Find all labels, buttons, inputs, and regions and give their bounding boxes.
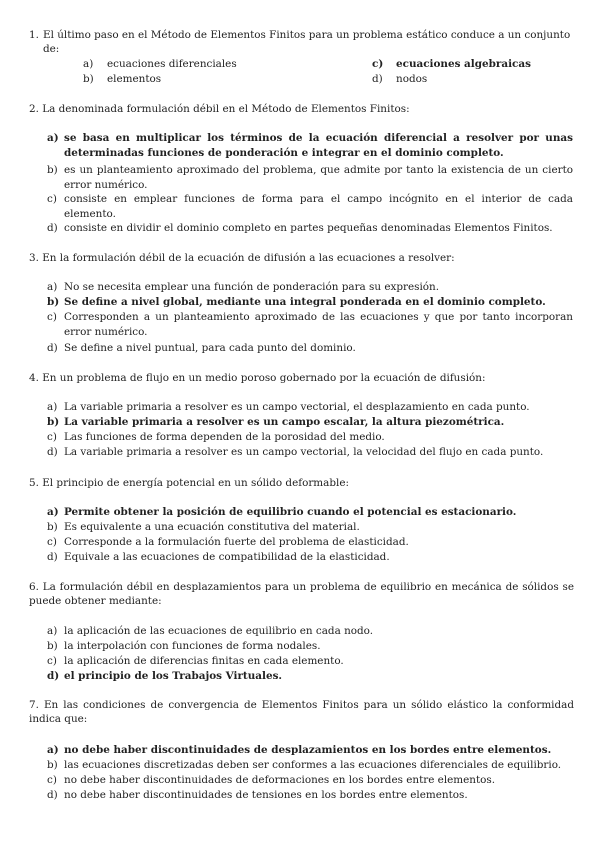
option-b: b) es un planteamiento aproximado del problema, que admite por tanto la existencia de un cierto error numérico.: [47, 164, 573, 191]
option-c: c) no debe haber discontinuidades de deformaciones en los bordes entre elementos.: [47, 774, 496, 786]
question-2-stem: 2. La denominada formulación débil en el Método de Elementos Finitos:: [29, 103, 410, 115]
option-c: c) consiste en emplear funciones de forma para el campo incógnito en el interior de cada elemento.: [47, 193, 573, 220]
question-5-stem: 5. El principio de energía potencial en un sólido deformable:: [29, 477, 349, 489]
option-d: d) nodos: [372, 73, 428, 85]
option-d: d) Se define a nivel puntual, para cada punto del dominio.: [47, 342, 356, 354]
option-b: b) elementos: [83, 73, 162, 85]
question-3-stem: 3. En la formulación débil de la ecuación de difusión a las ecuaciones a resolver:: [29, 252, 455, 264]
question-text: El último paso en el Método de Elementos Finitos para un problema estático conduce a un conjunto: [43, 29, 571, 41]
option-c-correct: c) ecuaciones algebraicas: [372, 58, 531, 70]
option-a: a) ecuaciones diferenciales: [83, 58, 237, 70]
option-d: d) consiste en dividir el dominio completo en partes pequeñas denominadas Elementos Finitos.: [47, 222, 553, 234]
option-a: a) la aplicación de las ecuaciones de equilibrio en cada nodo.: [47, 625, 374, 637]
option-c: c) Corresponde a la formulación fuerte del problema de elasticidad.: [47, 536, 409, 548]
option-c: c) Las funciones de forma dependen de la porosidad del medio.: [47, 431, 385, 443]
option-a-correct: a) Permite obtener la posición de equilibrio cuando el potencial es estacionario.: [47, 506, 517, 518]
option-c: c) Corresponden a un planteamiento aproximado de las ecuaciones y que por tanto incorporan error numérico.: [47, 311, 573, 338]
question-7-stem: 7. En las condiciones de convergencia de Elementos Finitos para un sólido elástico la conformidad indica que:: [29, 699, 574, 725]
question-text-continued: de:: [43, 42, 60, 55]
option-d: d) no debe haber discontinuidades de tensiones en los bordes entre elementos.: [47, 789, 468, 801]
question-1-stem: [29, 29, 574, 56]
option-d-correct: d) el principio de los Trabajos Virtuales.: [47, 670, 283, 682]
option-a: a) No se necesita emplear una función de ponderación para su expresión.: [47, 281, 440, 293]
option-b: b) la interpolación con funciones de forma nodales.: [47, 640, 321, 652]
option-b: b) las ecuaciones discretizadas deben ser conformes a las ecuaciones diferenciales de equilibrio.: [47, 759, 562, 771]
option-b-correct: b) Se define a nivel global, mediante una integral ponderada en el dominio completo.: [47, 296, 546, 308]
option-a-correct: a) no debe haber discontinuidades de desplazamientos en los bordes entre elementos.: [47, 744, 552, 756]
option-d: d) La variable primaria a resolver es un campo vectorial, la velocidad del flujo en cada punto.: [47, 446, 544, 458]
option-c: c) la aplicación de diferencias finitas en cada elemento.: [47, 655, 344, 667]
question-4-stem: 4. En un problema de flujo en un medio poroso gobernado por la ecuación de difusión:: [29, 372, 486, 384]
option-a: a) La variable primaria a resolver es un campo vectorial, el desplazamiento en cada punto.: [47, 401, 530, 413]
option-d: d) Equivale a las ecuaciones de compatibilidad de la elasticidad.: [47, 551, 390, 563]
option-b-correct: b) La variable primaria a resolver es un campo escalar, la altura piezométrica.: [47, 416, 505, 428]
option-a-correct: a) se basa en multiplicar los términos de la ecuación diferencial a resolver por unas determinadas funciones de ponderación e integrar en el dominio completo.: [47, 132, 573, 159]
question-6-stem: 6. La formulación débil en desplazamientos para un problema de equilibrio en mecánica de sólidos se puede obtener mediante:: [29, 581, 574, 607]
question-number: 1.: [29, 29, 39, 41]
option-b: b) Es equivalente a una ecuación constitutiva del material.: [47, 521, 360, 533]
